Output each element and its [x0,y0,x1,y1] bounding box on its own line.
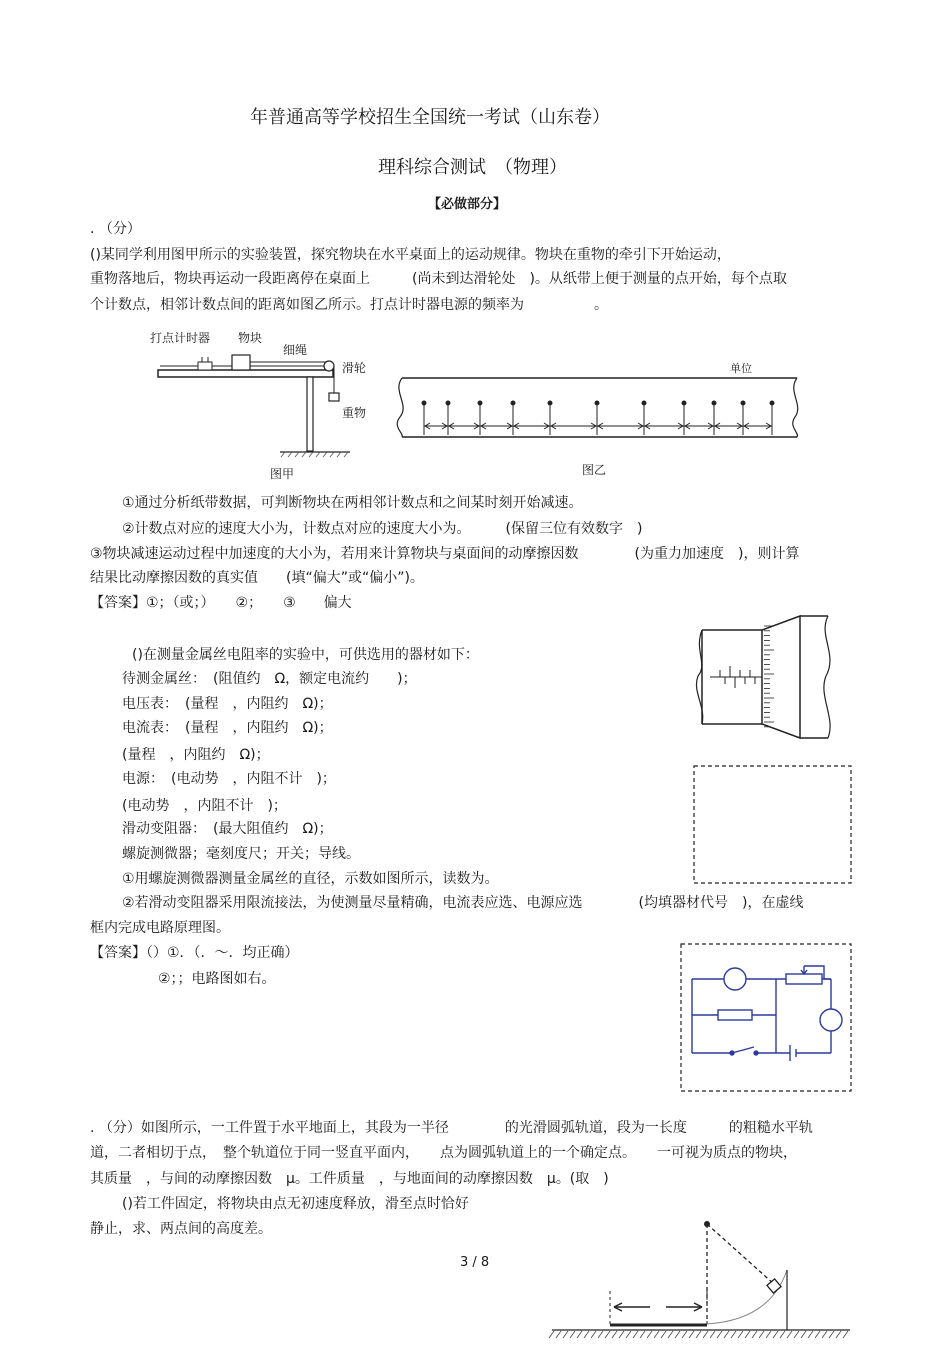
equipment-item: (量程 ，内阻约 Ω)； [122,747,270,763]
q2-sub2-line1: ②若滑动变阻器采用限流接法，为使测量尽量精确，电流表应选、电源应选 (均填器材代号 )，在虚线 [122,895,804,911]
label-pulley: 滑轮 [342,361,367,375]
q2-answer-line1: 【答案】（）①．（．～．均正确） [90,945,299,961]
q1-sub3-line2: 结果比动摩擦因数的真实值 (填“偏大”或“偏小”)。 [90,570,424,586]
q1-para-line2: 重物落地后，物块再运动一段距离停在桌面上 (尚未到达滑轮处 )。从纸带上便于测量的点开始，每个点取 [90,271,787,287]
q2-answer-line2: ②；；电路图如右。 [158,971,276,987]
equipment-item: 电源： (电动势 ，内阻不计 )； [122,771,336,787]
q1-para-line1: ()某同学利用图甲所示的实验装置，探究物块在水平桌面上的运动规律。物块在重物的牵引下开始运动， [90,247,731,263]
label-rope: 细绳 [283,343,308,357]
equipment-item: 螺旋测微器；毫刻度尺；开关；导线。 [122,846,360,862]
caption-jia: 图甲 [270,467,295,481]
q1-answer: 【答案】①；（或；） ②； ③ 偏大 [90,595,352,611]
equipment-item: 滑动变阻器： (最大阻值约 Ω)； [122,821,333,837]
q3-para-line1: . （分）如图所示，一工件置于水平地面上，其段为一半径 的光滑圆弧轨道，段为一长度 的粗糙水平轨 [90,1120,813,1136]
q1-number: . （分） [90,221,141,237]
q1-para-line3: 个计数点，相邻计数点间的距离如图乙所示。打点计时器电源的频率为 。 [90,297,608,313]
exam-subtitle: 理科综合测试 （物理） [378,157,567,178]
q1-sub3-line1: ③物块减速运动过程中加速度的大小为，若用来计算物块与桌面间的动摩擦因数 (为重力加速度 )，则计算 [90,546,800,562]
equipment-item: 电压表： (量程 ，内阻约 Ω)； [122,696,333,712]
figure-yi-paper-tape [392,375,802,455]
q2-sub1: ①用螺旋测微器测量金属丝的直径，示数如图所示，读数为。 [122,871,499,887]
caption-yi: 图乙 [582,463,607,477]
q1-sub2: ②计数点对应的速度大小为，计数点对应的速度大小为。 (保留三位有效数字 ) [122,521,643,537]
label-weight: 重物 [342,406,367,420]
q3-para-line3: 其质量 ，与间的动摩擦因数 μ。工件质量 ，与地面间的动摩擦因数 μ。(取 ) [90,1171,609,1187]
circuit-answer-diagram [680,943,855,1093]
equipment-item: 待测金属丝： (阻值约 Ω，额定电流约 )； [122,671,417,687]
q2-sub2-line2: 框内完成电路原理图。 [90,920,230,936]
section-heading: 【必做部分】 [428,197,507,212]
label-block: 物块 [238,331,263,345]
q3-sub1-line1: ()若工件固定，将物块由点无初速度释放，滑至点时恰好 [122,1196,469,1212]
page-number: 3 / 8 [460,1255,490,1270]
equipment-item: (电动势 ，内阻不计 )； [122,798,287,814]
micrometer-figure [690,614,840,744]
exam-title: 年普通高等学校招生全国统一考试（山东卷） [250,107,610,128]
label-timer: 打点计时器 [150,331,211,345]
q3-para-line2: 道，二者相切于点， 整个轨道位于同一竖直平面内， 点为圆弧轨道上的一个确定点。 一可视为质点的物块， [90,1145,797,1161]
circuit-drawing-box [693,765,853,885]
label-unit: 单位 [730,362,752,375]
q2-intro: ()在测量金属丝电阻率的实验中，可供选用的器材如下： [132,647,479,663]
q3-sub1-line2: 静止，求、两点间的高度差。 [90,1221,272,1237]
q1-sub1: ①通过分析纸带数据，可判断物块在两相邻计数点和之间某时刻开始减速。 [122,495,583,511]
arc-track-figure [550,1215,852,1343]
equipment-item: 电流表： (量程 ，内阻约 Ω)； [122,720,333,736]
